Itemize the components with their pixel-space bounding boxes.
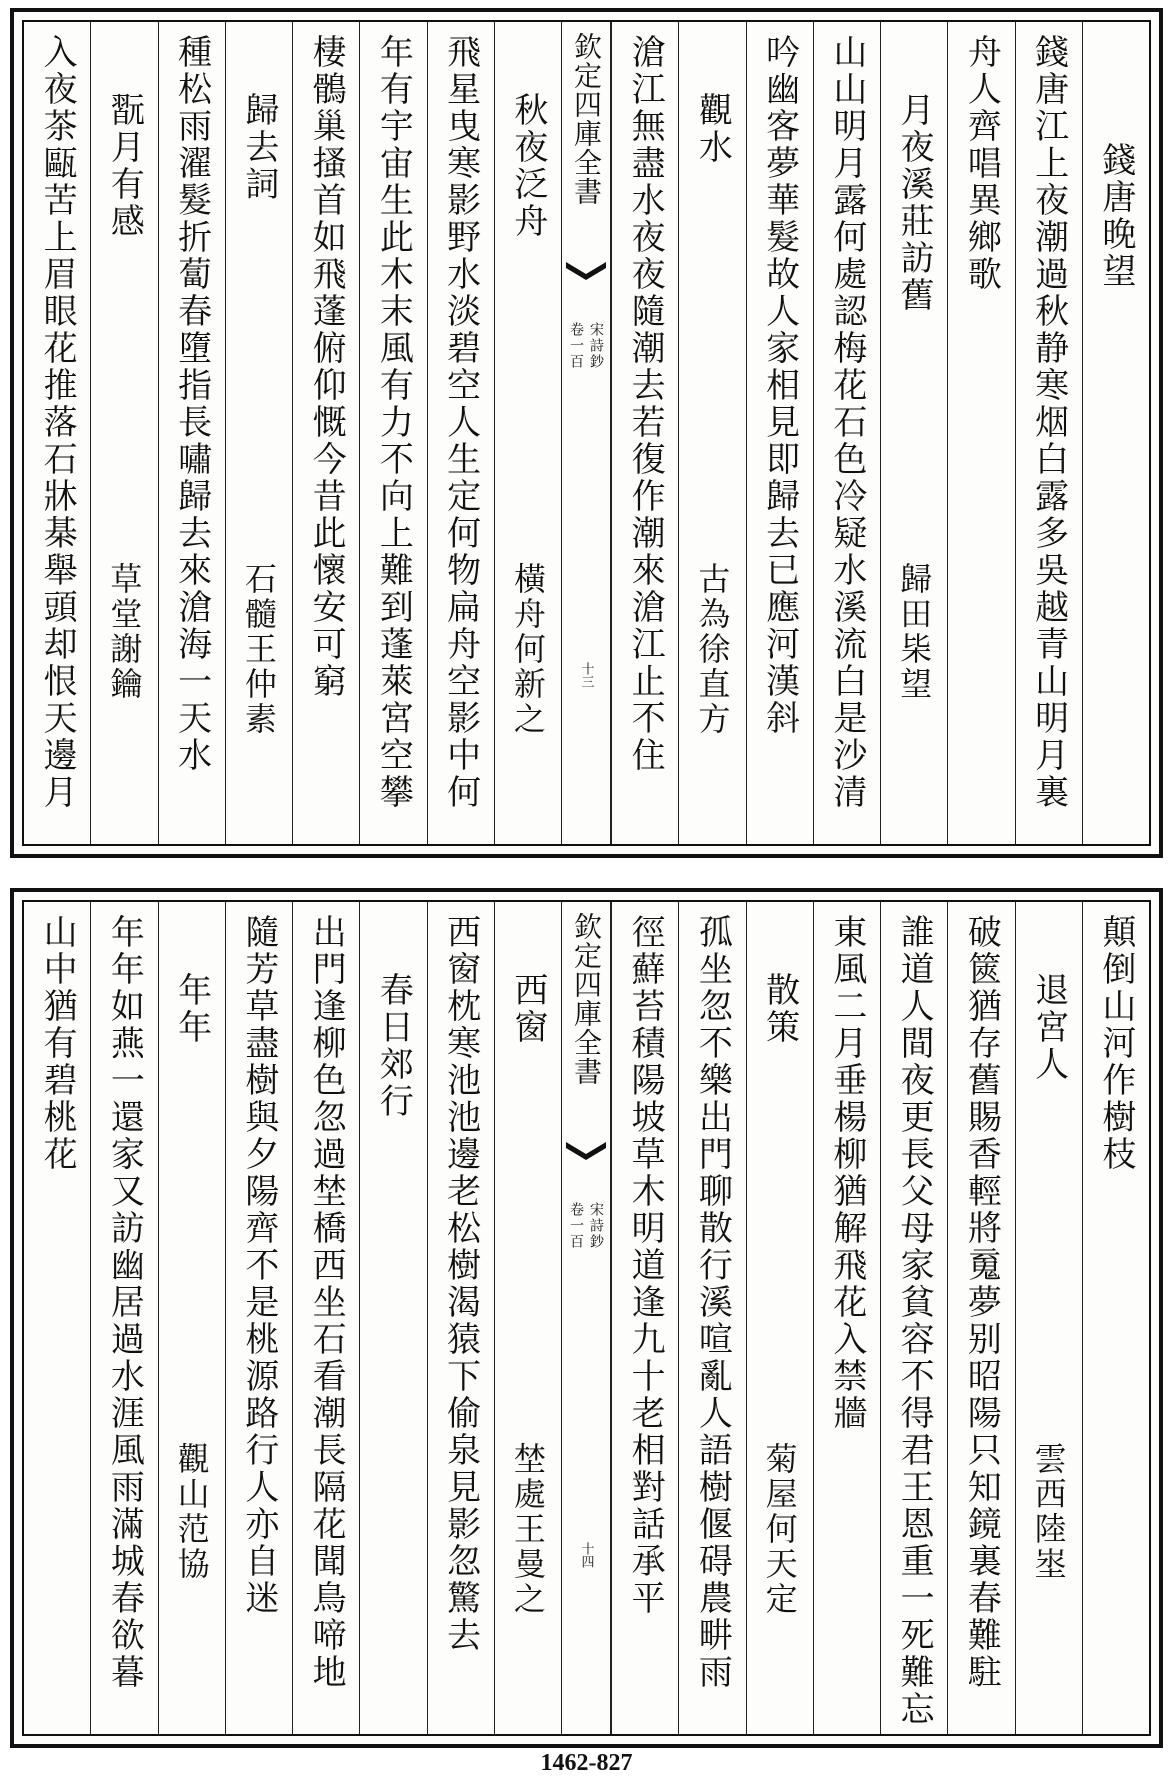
poem-title: 錢唐晚望 bbox=[1095, 142, 1136, 290]
poem-author: 橫舟何新之 bbox=[508, 562, 547, 737]
text-column bbox=[292, 22, 359, 844]
collection-name: 宋詩鈔 bbox=[588, 1202, 604, 1250]
text-column bbox=[427, 902, 494, 1734]
text-column bbox=[1082, 22, 1149, 844]
text-column bbox=[1082, 902, 1149, 1734]
fish-tail-mark-icon bbox=[566, 262, 606, 280]
poem-line: 山中猶有碧桃花 bbox=[37, 914, 78, 1173]
text-column bbox=[24, 22, 90, 844]
poem-author: 菊屋何天定 bbox=[760, 1442, 799, 1617]
poem-line: 飛星曳寒影野水淡碧空人生定何物扁舟空影中何 bbox=[440, 34, 481, 811]
poem-author: 觀山范協 bbox=[172, 1442, 211, 1582]
text-column bbox=[678, 22, 745, 844]
text-column bbox=[611, 22, 678, 844]
poem-title: 月夜溪莊訪舊 bbox=[894, 92, 935, 314]
poem-title: 春日郊行 bbox=[373, 972, 414, 1120]
poem-title: 觀水 bbox=[692, 92, 733, 166]
poem-title: 翫月有感 bbox=[104, 92, 145, 240]
poem-author: 歸田枈望 bbox=[895, 562, 934, 702]
poem-line: 誰道人間夜更長父母家貧容不得君王恩重一死難忘 bbox=[894, 914, 935, 1728]
collection-name: 宋詩鈔 bbox=[588, 322, 604, 370]
text-column bbox=[90, 902, 157, 1734]
page-footer-number: 1462-827 bbox=[540, 1750, 633, 1776]
text-column bbox=[813, 902, 880, 1734]
poem-author: 古為徐直方 bbox=[693, 562, 732, 737]
page-frame bbox=[22, 20, 1151, 846]
poem-line: 年有宇宙生此木末風有力不向上難到蓬萊宮空攀 bbox=[373, 34, 414, 811]
poem-title: 年年 bbox=[171, 972, 212, 1046]
page-panel-bottom bbox=[10, 888, 1163, 1748]
poem-title: 散策 bbox=[759, 972, 800, 1046]
text-column bbox=[494, 902, 561, 1734]
column-grid bbox=[24, 902, 1149, 1734]
poem-line: 山山明月露何處認梅花石色冷疑水溪流白是沙清 bbox=[826, 34, 867, 811]
column-grid bbox=[24, 22, 1149, 844]
folio-number: 十四 bbox=[578, 1542, 594, 1568]
poem-line: 滄江無盡水夜夜隨潮去若復作潮來滄江止不住 bbox=[625, 34, 666, 774]
poem-line: 破篋猶存舊賜香輕將䰟夢别昭陽只知鏡裏春難駐 bbox=[961, 914, 1002, 1691]
text-column bbox=[678, 902, 745, 1734]
poem-author: 草堂謝鑰 bbox=[105, 562, 144, 702]
text-column bbox=[880, 902, 947, 1734]
text-column bbox=[158, 902, 225, 1734]
text-column bbox=[359, 22, 426, 844]
poem-line: 東風二月垂楊柳猶解飛花入禁牆 bbox=[826, 914, 867, 1432]
poem-line: 出門逢柳色忽過埜橋西坐石看潮長隔花聞鳥啼地 bbox=[306, 914, 347, 1691]
poem-title: 秋夜泛舟 bbox=[507, 92, 548, 240]
poem-title: 退宮人 bbox=[1028, 972, 1069, 1083]
text-column bbox=[427, 22, 494, 844]
text-column bbox=[158, 22, 225, 844]
text-column bbox=[880, 22, 947, 844]
page-panel-top bbox=[10, 8, 1163, 858]
poem-line: 西窗枕寒池池邊老松樹渴猿下偷泉見影忽驚去 bbox=[440, 914, 481, 1654]
poem-title: 歸去詞 bbox=[238, 92, 279, 203]
poem-line: 錢唐江上夜潮過秋静寒烟白露多吳越青山明月裏 bbox=[1028, 34, 1069, 811]
poem-line: 年年如燕一還家又訪幽居過水涯風雨滿城春欲暮 bbox=[104, 914, 145, 1691]
poem-line: 舟人齊唱異鄉歌 bbox=[961, 34, 1002, 293]
text-column bbox=[746, 902, 813, 1734]
poem-line: 徑蘚苔積陽坡草木明道逢九十老相對話承平 bbox=[625, 914, 666, 1617]
volume-info bbox=[566, 1202, 606, 1250]
book-title: 欽定四庫全書 bbox=[570, 32, 603, 206]
text-column bbox=[1015, 902, 1082, 1734]
center-fold-margin bbox=[561, 22, 611, 844]
text-column bbox=[90, 22, 157, 844]
text-column bbox=[813, 22, 880, 844]
volume-number: 卷一百 bbox=[568, 322, 584, 370]
text-column bbox=[746, 22, 813, 844]
text-column bbox=[947, 902, 1014, 1734]
poem-line: 顛倒山河作樹枝 bbox=[1095, 914, 1136, 1173]
center-fold-margin bbox=[561, 902, 611, 1734]
poem-line: 隨芳草盡樹與夕陽齊不是桃源路行人亦自迷 bbox=[238, 914, 279, 1617]
text-column bbox=[1015, 22, 1082, 844]
book-title: 欽定四庫全書 bbox=[570, 912, 603, 1086]
poem-author: 埜處王曼之 bbox=[508, 1442, 547, 1617]
text-column bbox=[494, 22, 561, 844]
poem-author: 雲西陸埊 bbox=[1029, 1442, 1068, 1582]
poem-line: 入夜茶甌苦上眉眼花推落石牀棊舉頭却恨天邊月 bbox=[37, 34, 78, 811]
poem-title: 西窗 bbox=[507, 972, 548, 1046]
poem-author: 石髓王仲素 bbox=[239, 562, 278, 737]
poem-line: 吟幽客夢華髮故人家相見即歸去已應河漢斜 bbox=[759, 34, 800, 737]
poem-line: 種松雨濯髮折蔔春墮指長嘯歸去來滄海一天水 bbox=[171, 34, 212, 774]
text-column bbox=[225, 22, 292, 844]
poem-line: 孤坐忽不樂出門聊散行溪喧亂人語樹偃碍農畊雨 bbox=[692, 914, 733, 1691]
text-column bbox=[24, 902, 90, 1734]
page-frame bbox=[22, 900, 1151, 1736]
fish-tail-mark-icon bbox=[566, 1142, 606, 1160]
poem-line: 棲鶻巢搔首如飛蓬俯仰慨今昔此懷安可窮 bbox=[306, 34, 347, 700]
text-column bbox=[611, 902, 678, 1734]
volume-number: 卷一百 bbox=[568, 1202, 584, 1250]
volume-info bbox=[566, 322, 606, 370]
text-column bbox=[947, 22, 1014, 844]
text-column bbox=[292, 902, 359, 1734]
text-column bbox=[359, 902, 426, 1734]
folio-number: 十三 bbox=[578, 662, 594, 688]
text-column bbox=[225, 902, 292, 1734]
